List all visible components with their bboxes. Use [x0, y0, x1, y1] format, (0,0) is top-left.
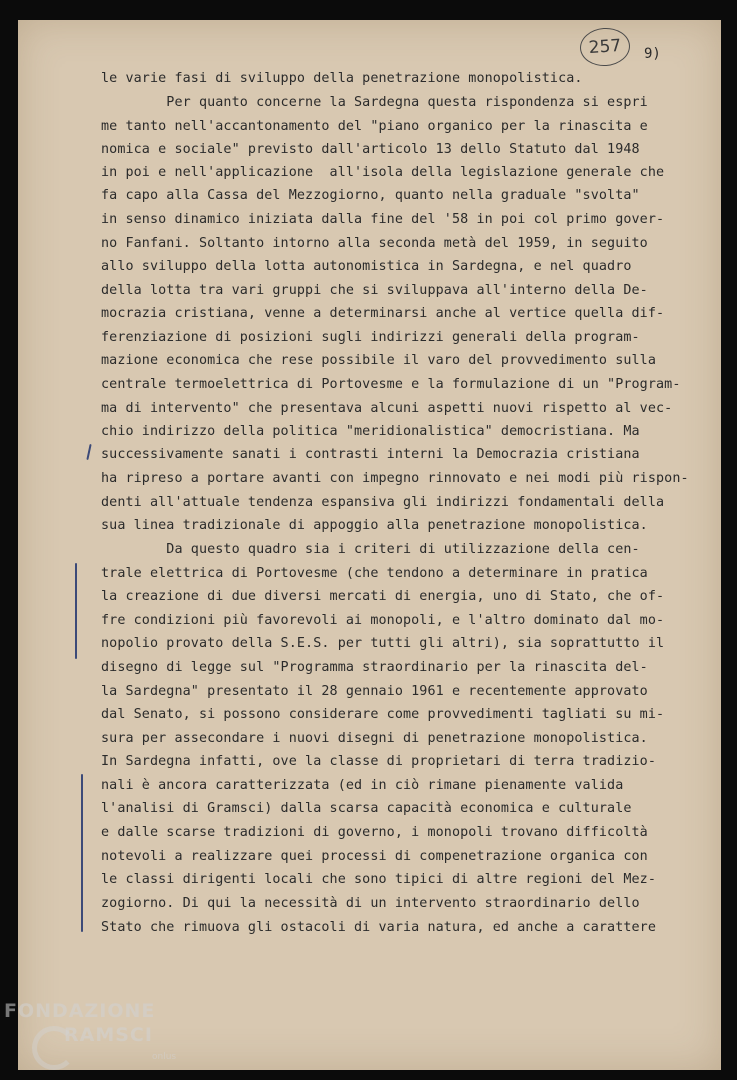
- text-line: nomica e sociale" previsto dall'articolo 13 dello Statuto dal 1948: [101, 142, 640, 157]
- text-line: l'analisi di Gramsci) dalla scarsa capacità economica e culturale: [101, 801, 632, 816]
- text-line: fre condizioni più favorevoli ai monopoli, e l'altro dominato dal mo-: [101, 613, 665, 628]
- text-line: no Fanfani. Soltanto intorno alla seconda metà del 1959, in seguito: [101, 236, 648, 251]
- text-line: sua linea tradizionale di appoggio alla penetrazione monopolistica.: [101, 518, 648, 533]
- text-line: la creazione di due diversi mercati di energia, uno di Stato, che of-: [101, 589, 665, 604]
- text-line: zogiorno. Di qui la necessità di un intervento straordinario dello: [101, 896, 640, 911]
- text-line: ferenziazione di posizioni sugli indirizzi generali della program-: [101, 330, 640, 345]
- text-line: nopolio provato della S.E.S. per tutti gli altri), sia soprattutto il: [101, 636, 665, 651]
- text-line: nali è ancora caratterizzata (ed in ciò rimane pienamente valida: [101, 778, 624, 793]
- text-line: le varie fasi di sviluppo della penetrazione monopolistica.: [101, 71, 583, 86]
- text-line: Da questo quadro sia i criteri di utilizzazione della cen-: [101, 542, 640, 557]
- text-line: ha ripreso a portare avanti con impegno rinnovato e nei modi più rispon-: [101, 471, 689, 486]
- text-line: della lotta tra vari gruppi che si sviluppava all'interno della De-: [101, 283, 648, 298]
- text-line: denti all'attuale tendenza espansiva gli indirizzi fondamentali della: [101, 495, 665, 510]
- text-line: allo sviluppo della lotta autonomistica in Sardegna, e nel quadro: [101, 259, 632, 274]
- page-number: 9): [644, 46, 661, 62]
- text-line: mocrazia cristiana, venne a determinarsi anche al vertice quella dif-: [101, 306, 665, 321]
- margin-annotation-line: [81, 774, 83, 932]
- text-line: disegno di legge sul "Programma straordinario per la rinascita del-: [101, 660, 648, 675]
- text-line: In Sardegna infatti, ove la classe di proprietari di terra tradizio-: [101, 754, 657, 769]
- text-line: notevoli a realizzare quei processi di compenetrazione organica con: [101, 849, 648, 864]
- text-line: ma di intervento" che presentava alcuni aspetti nuovi rispetto al vec-: [101, 401, 673, 416]
- text-line: chio indirizzo della politica "meridionalistica" democristiana. Ma: [101, 424, 640, 439]
- text-line: mazione economica che rese possibile il varo del provvedimento sulla: [101, 353, 657, 368]
- watermark-suffix: onlus: [152, 1052, 177, 1062]
- watermark-subtitle: RAMSCI: [64, 1024, 153, 1046]
- watermark-title: FONDAZIONE: [4, 1000, 156, 1022]
- margin-annotation-line: [75, 563, 77, 659]
- text-line: me tanto nell'accantonamento del "piano organico per la rinascita e: [101, 119, 648, 134]
- text-line: in poi e nell'applicazione all'isola della legislazione generale che: [101, 165, 665, 180]
- text-line: dal Senato, si possono considerare come provvedimenti tagliati su mi-: [101, 707, 665, 722]
- text-line: le classi dirigenti locali che sono tipici di altre regioni del Mez-: [101, 872, 657, 887]
- text-line: trale elettrica di Portovesme (che tendono a determinare in pratica: [101, 566, 648, 581]
- text-line: sura per assecondare i nuovi disegni di penetrazione monopolistica.: [101, 731, 648, 746]
- text-line: fa capo alla Cassa del Mezzogiorno, quanto nella graduale "svolta": [101, 188, 640, 203]
- text-line: la Sardegna" presentato il 28 gennaio 1961 e recentemente approvato: [101, 684, 648, 699]
- text-line: in senso dinamico iniziata dalla fine del '58 in poi col primo gover-: [101, 212, 665, 227]
- archive-number-stamp: 257: [579, 26, 632, 67]
- text-line: e dalle scarse tradizioni di governo, i monopoli trovano difficoltà: [101, 825, 648, 840]
- watermark-logo: [4, 1000, 204, 1078]
- text-line: Per quanto concerne la Sardegna questa rispondenza si espri: [101, 95, 648, 110]
- text-line: centrale termoelettrica di Portovesme e la formulazione di un "Program-: [101, 377, 681, 392]
- text-line: successivamente sanati i contrasti interni la Democrazia cristiana: [101, 447, 640, 462]
- text-line: Stato che rimuova gli ostacoli di varia natura, ed anche a carattere: [101, 920, 657, 935]
